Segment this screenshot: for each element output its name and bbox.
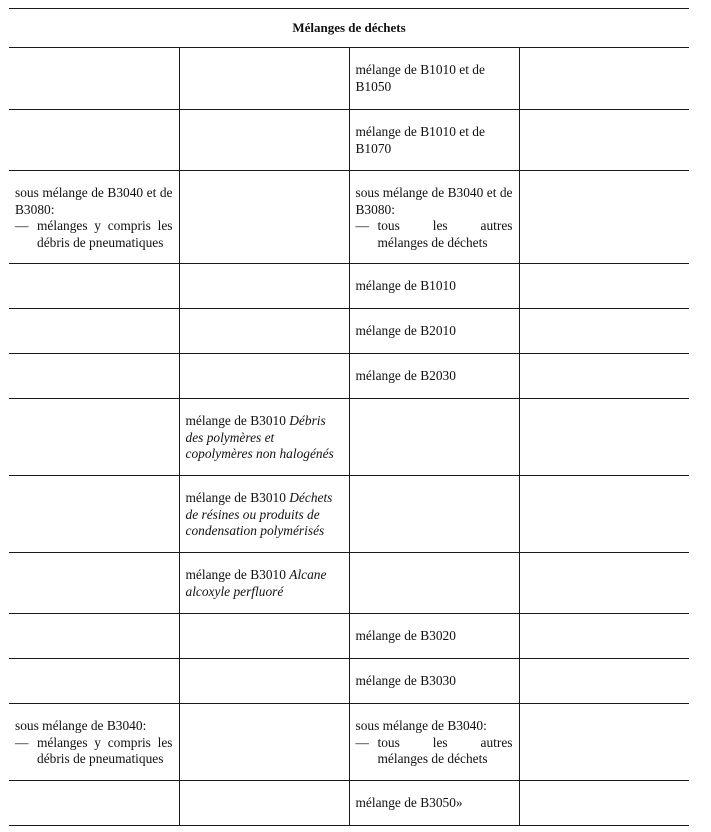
table-cell <box>519 309 689 354</box>
table-cell <box>9 48 179 110</box>
cell-text: mélange de B3010 <box>185 567 290 582</box>
table-row <box>9 354 689 399</box>
table-cell: mélange de B3020 <box>349 614 519 659</box>
table-cell <box>9 704 179 781</box>
table-title: Mélanges de déchets <box>9 9 689 48</box>
table-row <box>9 704 689 781</box>
table-cell <box>519 171 689 264</box>
cell-heading: sous mélange de B3040 et de B3080: <box>355 185 513 217</box>
cell-heading: sous mélange de B3040: <box>355 718 487 733</box>
dash-item-line: mélanges y compris les <box>37 218 173 233</box>
table-cell <box>519 264 689 309</box>
cell-heading: sous mélange de B3040 et de B3080: <box>15 185 173 217</box>
table-cell <box>9 659 179 704</box>
table-row <box>9 399 689 476</box>
table-cell <box>9 354 179 399</box>
table-cell: mélange de B3050» <box>349 781 519 826</box>
dash-item-line: tous les autres <box>377 734 513 750</box>
table-cell <box>9 309 179 354</box>
table-cell <box>349 171 519 264</box>
em-dash: — <box>15 734 29 750</box>
table-cell: mélange de B1010 <box>349 264 519 309</box>
table-cell: mélange de B1010 et de B1050 <box>349 48 519 110</box>
table-cell <box>9 171 179 264</box>
table-cell <box>9 614 179 659</box>
table-header-row <box>9 9 689 48</box>
table-cell <box>179 476 349 553</box>
table-cell <box>179 264 349 309</box>
table-cell: mélange de B3030 <box>349 659 519 704</box>
table-cell <box>179 399 349 476</box>
cell-heading: sous mélange de B3040: <box>15 718 147 733</box>
table-cell <box>349 553 519 614</box>
table-cell <box>519 476 689 553</box>
dash-item-line: débris de pneumatiques <box>37 751 164 766</box>
table-row <box>9 171 689 264</box>
waste-mixtures-table <box>9 8 689 826</box>
table-cell <box>349 476 519 553</box>
em-dash: — <box>355 218 369 233</box>
em-dash: — <box>355 734 369 750</box>
table-cell <box>9 553 179 614</box>
table-cell <box>179 553 349 614</box>
table-cell <box>179 309 349 354</box>
table-row <box>9 476 689 553</box>
table-cell <box>519 553 689 614</box>
table-cell <box>519 614 689 659</box>
table-cell <box>179 48 349 110</box>
dash-item <box>15 735 173 768</box>
table-cell <box>519 354 689 399</box>
dash-item-line: débris de pneumatiques <box>37 234 164 250</box>
table-row <box>9 553 689 614</box>
cell-italic-text: Alcane alcoxyle perfluoré <box>185 567 327 599</box>
table-row <box>9 48 689 110</box>
table-row <box>9 614 689 659</box>
table-cell <box>179 110 349 171</box>
table-cell <box>179 614 349 659</box>
table-row <box>9 264 689 309</box>
table-cell <box>519 399 689 476</box>
table-cell <box>519 704 689 781</box>
table-cell: mélange de B2030 <box>349 354 519 399</box>
table-cell <box>179 781 349 826</box>
table-cell <box>179 704 349 781</box>
cell-italic-text: Déchets de résines ou produits de condensation polymérisés <box>185 490 333 538</box>
table-cell <box>519 659 689 704</box>
table-cell: mélange de B1010 et de B1070 <box>349 110 519 171</box>
table-cell: mélange de B2010 <box>349 309 519 354</box>
table-cell <box>519 110 689 171</box>
dash-item <box>15 218 173 251</box>
table-cell <box>9 476 179 553</box>
dash-item <box>356 735 513 768</box>
cell-text: mélange de B3010 <box>185 413 290 428</box>
table-cell <box>349 399 519 476</box>
cell-italic-text: Débris des polymères et copolymères non halogénés <box>185 413 334 461</box>
table-cell <box>179 354 349 399</box>
table-row <box>9 110 689 171</box>
table-cell <box>9 264 179 309</box>
dash-item-line: mélanges y compris les <box>37 734 173 750</box>
dash-item-line: mélanges de déchets <box>377 234 488 250</box>
table-cell <box>349 704 519 781</box>
table-row <box>9 781 689 826</box>
table-cell <box>179 659 349 704</box>
em-dash: — <box>15 218 29 233</box>
table-cell <box>519 48 689 110</box>
dash-item <box>356 218 513 251</box>
table-cell <box>179 171 349 264</box>
table-row <box>9 309 689 354</box>
dash-item-line: mélanges de déchets <box>377 751 488 766</box>
table-cell <box>9 110 179 171</box>
table-cell <box>9 399 179 476</box>
table-cell <box>519 781 689 826</box>
cell-text: mélange de B3010 <box>185 490 290 505</box>
table-cell <box>9 781 179 826</box>
table-row <box>9 659 689 704</box>
dash-item-line: tous les autres <box>377 218 513 233</box>
